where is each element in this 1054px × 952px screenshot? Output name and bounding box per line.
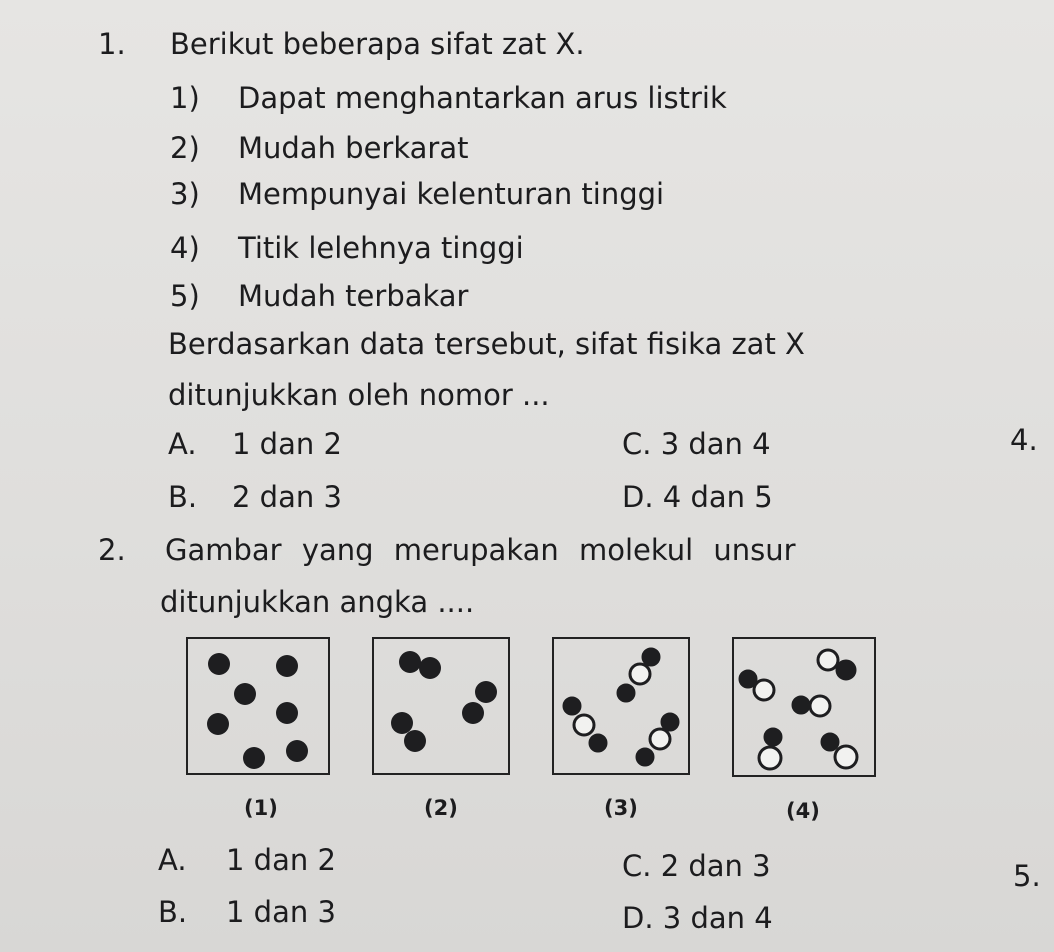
atom-dark [207, 713, 229, 735]
q1-option-a-letter: A. [168, 427, 197, 461]
atom-light [574, 715, 594, 735]
figure-label-2: (2) [424, 796, 458, 820]
q2-option-d-letter: D. [622, 901, 654, 935]
q1-item-text: Mempunyai kelenturan tinggi [238, 177, 665, 211]
atom-dark [419, 657, 441, 679]
q1-option-b-text: 2 dan 3 [232, 480, 342, 514]
atom-dark [286, 740, 308, 762]
q2-option-d [622, 901, 773, 935]
q1-option-d-text: 4 dan 5 [662, 480, 773, 514]
atom-dark [837, 661, 855, 679]
q1-item-num: 2) [170, 131, 200, 165]
atom-dark [243, 747, 265, 769]
q1-item-num: 1) [170, 81, 200, 115]
figure-2-molecules [391, 651, 497, 752]
atom-light [630, 664, 650, 684]
q2-option-a-text: 1 dan 2 [226, 843, 336, 877]
figure-label-3: (3) [604, 796, 638, 820]
q1-question-line2: ditunjukkan oleh nomor ... [168, 378, 550, 412]
q2-option-c-text: 2 dan 3 [660, 849, 771, 883]
q1-item-text: Mudah terbakar [238, 279, 469, 313]
atom-dark [234, 683, 256, 705]
q1-option-a-text: 1 dan 2 [232, 427, 342, 461]
q2-option-c-letter: C. [622, 849, 652, 883]
q1-option-c-text: 3 dan 4 [660, 427, 771, 461]
q1-item-num: 3) [170, 177, 200, 211]
q1-item-text: Mudah berkarat [238, 131, 469, 165]
q1-number: 1. [98, 27, 126, 61]
atom-dark [564, 698, 580, 714]
q1-stem: Berikut beberapa sifat zat X. [170, 27, 585, 61]
atom-dark [399, 651, 421, 673]
q2-option-d-text: 3 dan 4 [662, 901, 773, 935]
atom-light [818, 650, 838, 670]
q2-option-c [622, 849, 771, 883]
figure-4-molecules [740, 650, 857, 769]
figure-3-molecules [564, 649, 678, 765]
q2-option-a-letter: A. [158, 843, 187, 877]
figure-label-4: (4) [786, 799, 820, 823]
q1-item-text: Dapat menghantarkan arus listrik [238, 81, 727, 115]
q2-option-b-text: 1 dan 3 [226, 895, 336, 929]
atom-dark [475, 681, 497, 703]
atom-dark [765, 729, 781, 745]
atom-dark [276, 655, 298, 677]
q1-option-d-letter: D. [622, 480, 654, 514]
atom-dark [462, 702, 484, 724]
atom-dark [793, 697, 809, 713]
q1-item-text: Titik lelehnya tinggi [238, 231, 524, 265]
side-number-5: 5. [1013, 859, 1041, 893]
atom-light [759, 747, 781, 769]
atom-dark [208, 653, 230, 675]
q2-number: 2. [98, 533, 126, 567]
q1-option-b-letter: B. [168, 480, 198, 514]
atom-light [835, 746, 857, 768]
q1-option-c-letter: C. [622, 427, 652, 461]
side-number-4: 4. [1010, 423, 1038, 457]
atom-dark [822, 734, 838, 750]
q1-item-num: 4) [170, 231, 200, 265]
atom-light [754, 680, 774, 700]
q2-option-b-letter: B. [158, 895, 188, 929]
atom-dark [740, 671, 756, 687]
atom-dark [404, 730, 426, 752]
atom-dark [276, 702, 298, 724]
atom-dark [662, 714, 678, 730]
figure-label-1: (1) [244, 796, 278, 820]
atom-dark [618, 685, 634, 701]
atom-light [650, 729, 670, 749]
atom-light [810, 696, 830, 716]
q2-stem-line2: ditunjukkan angka .... [160, 585, 475, 619]
atom-dark [643, 649, 659, 665]
atom-dark [637, 749, 653, 765]
q1-item-num: 5) [170, 279, 200, 313]
atom-dark [590, 735, 606, 751]
q2-stem-line1: Gambar yang merupakan molekul unsur [165, 533, 796, 567]
q1-question-line1: Berdasarkan data tersebut, sifat fisika zat X [168, 327, 805, 361]
figure-1-atoms [207, 653, 308, 769]
atom-dark [391, 712, 413, 734]
